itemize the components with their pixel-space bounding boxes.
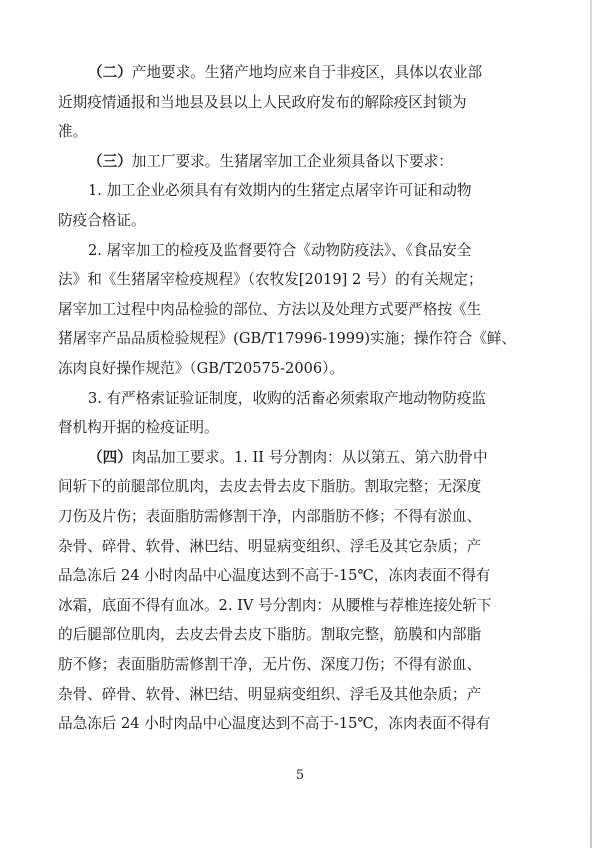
paragraph-line: （四）肉品加工要求。1. II 号分割肉：从以第五、第六肋骨中 — [88, 448, 488, 466]
paragraph-line: 法》和《生猪屠宰检疫规程》（农牧发[2019] 2 号）的有关规定； — [58, 271, 483, 289]
paragraph-line: 冰霜，底面不得有血冰。2. IV 号分割肉：从腰椎与荐椎连接处斩下 — [58, 596, 492, 614]
section-heading: （二） — [88, 64, 132, 81]
paragraph-line: 防疫合格证。 — [58, 212, 146, 229]
paragraph-line: 近期疫情通报和当地县及县以上人民政府发布的解除疫区封锁为 — [58, 93, 467, 111]
section-heading: （四） — [88, 448, 132, 466]
paragraph-line: 冻肉良好操作规范》（GB/T20575-2006）。 — [58, 360, 345, 377]
section-heading: （三） — [88, 152, 132, 170]
page-number: 5 — [295, 768, 305, 783]
paragraph-line: 准。 — [58, 123, 88, 141]
paragraph-line: （二）产地要求。生猪产地均应来自于非疫区，具体以农业部 — [88, 64, 483, 81]
paragraph-line: 品急冻后 24 小时肉品中心温度达到不高于-15℃，冻肉表面不得有 — [58, 567, 491, 585]
paragraph-line: 屠宰加工过程中肉品检验的部位、方法以及处理方式要严格按《生 — [58, 300, 482, 318]
paragraph-line: 间斩下的前腿部位肌肉，去皮去骨去皮下脂肪。割取完整；无深度 — [58, 478, 482, 496]
paragraph-line: 杂骨、碎骨、软骨、淋巴结、明显病变组织、浮毛及其他杂质；产 — [58, 685, 482, 703]
paragraph-line: 的后腿部位肌肉，去皮去骨去皮下脂肪。割取完整，筋膜和内部脂 — [58, 626, 482, 644]
paragraph-line: （三）加工厂要求。生猪屠宰加工企业须具备以下要求： — [88, 152, 453, 170]
paragraph-line: 1. 加工企业必须具有有效期内的生猪定点屠宰许可证和动物 — [88, 182, 472, 200]
paragraph-line: 刀伤及片伤；表面脂肪需修割干净，内部脂肪不修；不得有淤血、 — [58, 508, 482, 525]
paragraph-line: 肪不修；表面脂肪需修割干净，无片伤、深度刀伤；不得有淤血、 — [58, 656, 482, 673]
page-edge-shadow — [590, 0, 592, 848]
paragraph-line: 杂骨、碎骨、软骨、淋巴结、明显病变组织、浮毛及其它杂质；产 — [58, 537, 482, 555]
paragraph-line: 2. 屠宰加工的检疫及监督要符合《动物防疫法》、《食品安全 — [88, 241, 472, 259]
paragraph-line: 3. 有严格索证验证制度，收购的活畜必须索取产地动物防疫监 — [88, 389, 487, 407]
paragraph-line: 督机构开据的检疫证明。 — [58, 419, 219, 437]
paragraph-line: 品急冻后 24 小时肉品中心温度达到不高于-15℃，冻肉表面不得有 — [58, 715, 491, 733]
paragraph-line: 猪屠宰产品品质检验规程》(GB/T17996-1999)实施；操作符合《鲜、 — [58, 330, 516, 348]
